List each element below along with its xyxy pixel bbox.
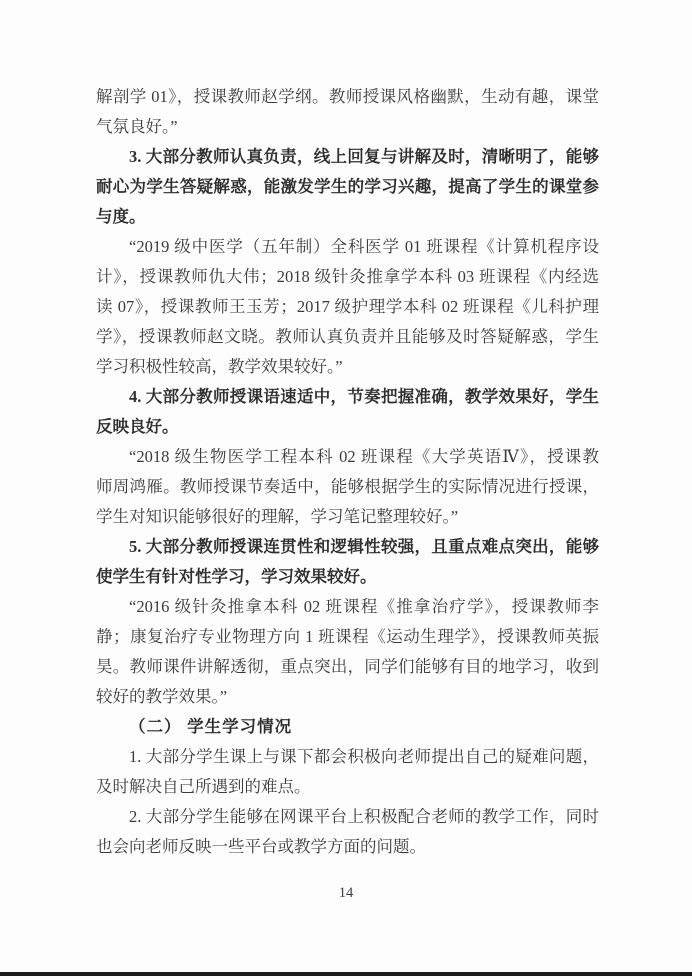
teacher-point-3-line-1: 3. 大部分教师认真负责，线上回复与讲解及时，清晰明了，能够 — [129, 147, 599, 166]
teacher-point-5-line-1: 5. 大部分教师授课连贯性和逻辑性较强，且重点难点突出，能够 — [129, 537, 599, 556]
page-number: 14 — [338, 885, 354, 901]
student-point-2-line-2: 也会向老师反映一些平台或教学方面的问题。 — [96, 837, 426, 856]
continued-paragraph-line-2: 气氛良好。” — [96, 117, 178, 136]
page-footer — [0, 885, 692, 902]
continued-paragraph-line-1: 解剖学 01》，授课教师赵学纲。教师授课风格幽默，生动有趣，课堂 — [96, 87, 599, 106]
teacher-point-4-line-1: 4. 大部分教师授课语速适中，节奏把握准确，教学效果好，学生 — [129, 387, 599, 406]
quote-example-5-line-3: 昊。教师课件讲解透彻，重点突出，同学们能够有目的地学习，收到 — [96, 657, 599, 676]
quote-example-3-line-4: 学》，授课教师赵文晓。教师认真负责并且能够及时答疑解惑，学生 — [96, 327, 599, 346]
document-body — [96, 82, 599, 862]
teacher-point-3-line-2: 耐心为学生答疑解惑，能激发学生的学习兴趣，提高了学生的课堂参 — [96, 177, 599, 196]
student-point-1-line-1: 1. 大部分学生课上与课下都会积极向老师提出自己的疑难问题， — [129, 747, 599, 766]
quote-example-3-line-3: 读 07》，授课教师王玉芳；2017 级护理学本科 02 班课程《儿科护理 — [96, 297, 599, 316]
quote-example-5-line-1: “2016 级针灸推拿本科 02 班课程《推拿治疗学》，授课教师李 — [129, 597, 599, 616]
quote-example-4-line-1: “2018 级生物医学工程本科 02 班课程《大学英语Ⅳ》，授课教 — [129, 447, 599, 466]
student-point-2-line-1: 2. 大部分学生能够在网课平台上积极配合老师的教学工作，同时 — [129, 807, 599, 826]
quote-example-5-line-4: 较好的教学效果。” — [96, 687, 228, 706]
quote-example-3-line-1: “2019 级中医学（五年制）全科医学 01 班课程《计算机程序设 — [129, 237, 599, 256]
section-heading-2-line-1: （二） 学生学习情况 — [129, 718, 293, 736]
quote-example-3-line-2: 计》，授课教师仇大伟；2018 级针灸推拿学本科 03 班课程《内经选 — [96, 267, 599, 286]
teacher-point-5-line-2: 使学生有针对性学习，学习效果较好。 — [96, 567, 377, 586]
quote-example-5-line-2: 静；康复治疗专业物理方向 1 班课程《运动生理学》，授课教师英振 — [96, 627, 599, 646]
quote-example-3-line-5: 学习积极性较高，教学效果较好。” — [96, 357, 343, 376]
quote-example-4-line-3: 学生对知识能够很好的理解，学习笔记整理较好。” — [96, 507, 459, 526]
quote-example-4-line-2: 师周鸿雁。教师授课节奏适中，能够根据学生的实际情况进行授课， — [96, 477, 599, 496]
teacher-point-3-line-3: 与度。 — [96, 207, 146, 226]
student-point-1-line-2: 及时解决自己所遇到的难点。 — [96, 777, 311, 796]
page-bottom-border — [0, 972, 692, 976]
teacher-point-4-line-2: 反映良好。 — [96, 417, 179, 436]
